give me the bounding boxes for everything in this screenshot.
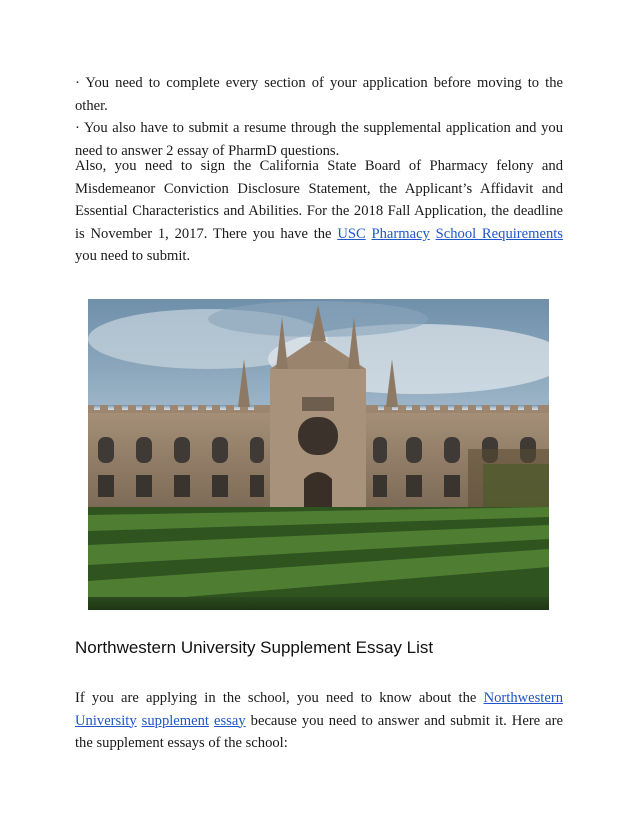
link-northwestern[interactable]: Northwestern (483, 690, 563, 706)
paragraph-text: Also, you need to sign the California State Board of Pharmacy felony and Misdemeanor Conviction Disclosure Statement, the Applicant’s Affidavit and Essential Characteristics and Abilities. For the 2018 Fall Application, the deadline is November 1, 2017. There you have the (75, 158, 563, 242)
section-heading: Northwestern University Supplement Essay List (75, 638, 434, 657)
link-university[interactable]: University (75, 712, 137, 729)
college-building-photo (88, 299, 549, 610)
bullet-text: · You also have to submit a resume through the supplemental application and you need to answer 2 essay of PharmD questions. (75, 120, 563, 159)
link-usc[interactable]: USC (337, 225, 366, 242)
bullet-text: · You need to complete every section of your application before moving to the other. (75, 75, 563, 114)
paragraph-text: If you are applying in the school, you need to know about the (75, 690, 484, 706)
paragraph-text: because you need to answer and submit it. Here are the supplement essays of the school: (75, 712, 564, 752)
link-pharmacy[interactable]: Pharmacy (371, 225, 430, 242)
paragraph-text: you need to submit. (75, 248, 191, 265)
link-supplement[interactable]: supplement (141, 712, 209, 729)
link-essay[interactable]: essay (214, 712, 246, 729)
link-school-requirements[interactable]: School Requirements (435, 225, 563, 242)
paragraph-northwestern (75, 687, 563, 755)
bullet-item-complete-sections (75, 72, 563, 117)
paragraph-pharmacy-board (75, 155, 563, 268)
college-building-photo-icon (88, 299, 549, 610)
